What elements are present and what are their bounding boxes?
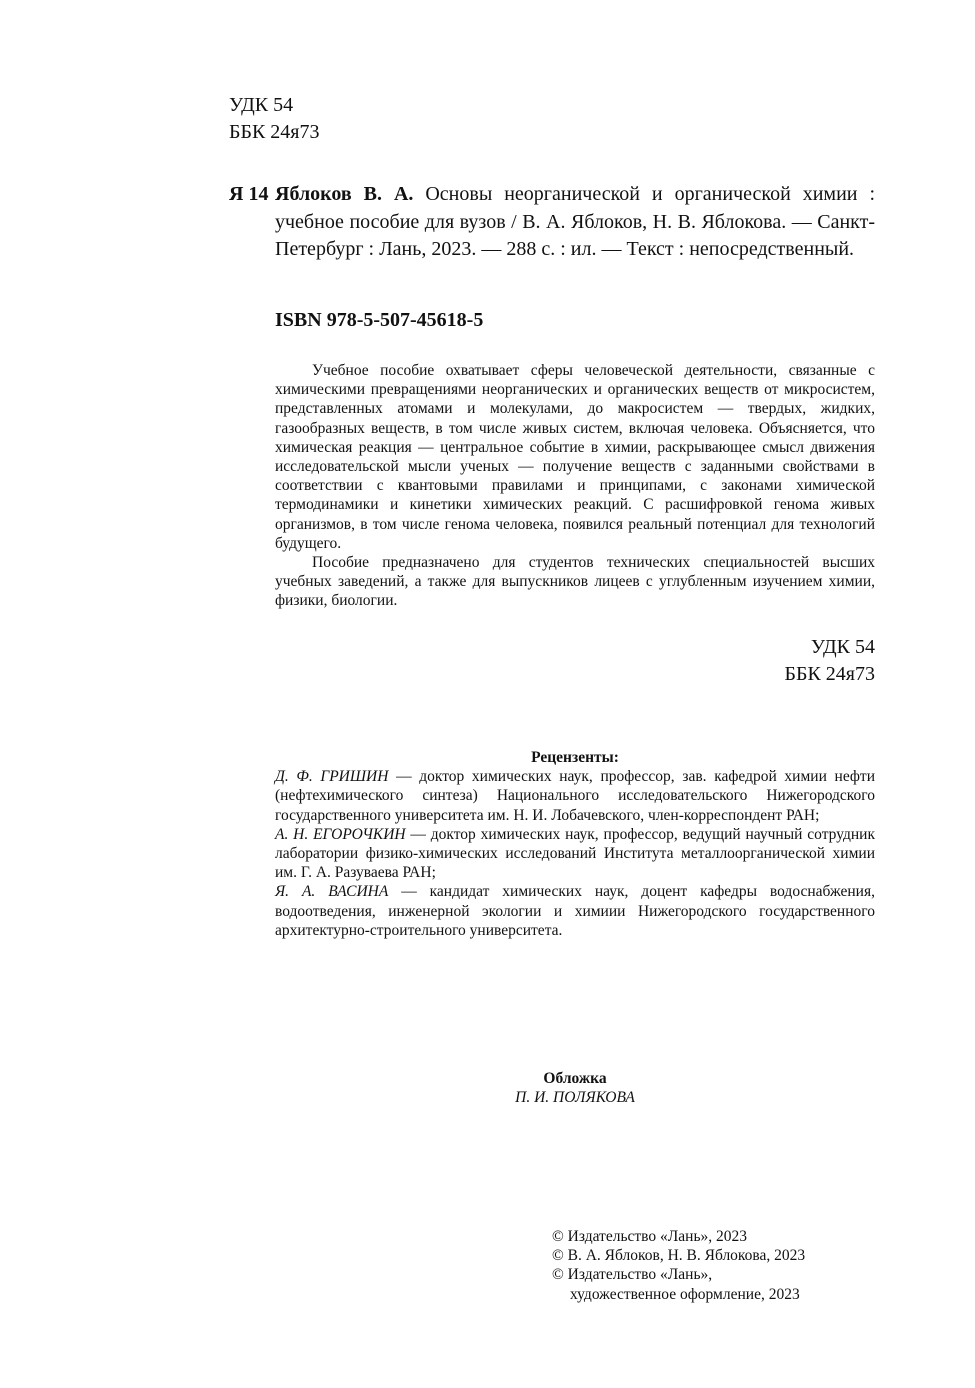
title-info: Основы неорганической и органической химии : учебное пособие для вузов / В. А. Яблоков, Н. В. Яблокова. — Санкт-Петербург : Лань, 2023. — 288 с. : ил. — Текст : непосредственный. <box>275 183 875 260</box>
udk-code: УДК 54 <box>229 94 294 116</box>
author-mark: Я 14 <box>229 183 269 205</box>
bibliographic-description <box>275 181 875 264</box>
cover-label: Обложка <box>543 1070 607 1087</box>
bbk-code: ББК 24я73 <box>784 663 875 685</box>
bbk-code: ББК 24я73 <box>229 121 320 143</box>
annotation <box>275 361 875 611</box>
cover-designer: П. И. ПОЛЯКОВА <box>515 1089 635 1106</box>
reviewer-entry <box>275 882 875 940</box>
copyright-line: © Издательство «Лань», 2023 <box>552 1228 748 1245</box>
reviewer-entry <box>275 825 875 883</box>
udk-block-bottom <box>700 634 875 688</box>
reviewer-entry <box>275 767 875 825</box>
bibliographic-entry <box>229 181 875 264</box>
reviewers-heading: Рецензенты: <box>531 749 619 766</box>
copyright-line: © В. А. Яблоков, Н. В. Яблокова, 2023 <box>552 1247 806 1265</box>
author-name: Яблоков В. А. <box>275 183 414 205</box>
reviewers <box>275 748 875 940</box>
reviewer-description: — кандидат химических наук, доцент кафедры водоснабжения, водоотведения, инженерной экологии и химиии Нижегородского государственного архитектурно-строительного университета. <box>275 883 875 939</box>
reviewer-name: Я. А. ВАСИНА <box>275 883 389 901</box>
udk-code: УДК 54 <box>810 636 875 658</box>
copyright-line: © Издательство «Лань», <box>552 1266 713 1284</box>
udk-block-top <box>229 92 320 146</box>
reviewer-name: А. Н. ЕГОРОЧКИН <box>275 825 406 843</box>
reviewer-description: — доктор химических наук, профессор, зав. кафедрой химии нефти (нефтехимического синтеза) Национального исследовательского Нижегородского государственного университета им. Н. И. Лобачевского, член-корреспондент РАН; <box>275 768 875 824</box>
copyright-block <box>552 1227 872 1304</box>
copyright-line: художественное оформление, 2023 <box>570 1285 800 1303</box>
isbn: ISBN 978-5-507-45618-5 <box>275 309 484 331</box>
cover-credit <box>275 1069 875 1107</box>
reviewer-name: Д. Ф. ГРИШИН <box>275 768 389 786</box>
reviewer-description: — доктор химических наук, профессор, ведущий научный сотрудник лаборатории физико-химических исследований Института металлоорганической химии им. Г. А. Разуваева РАН; <box>275 825 875 882</box>
annotation-paragraph: Учебное пособие охватывает сферы человеческой деятельности, связанные с химическими превращениями неорганических и органических веществ от микросистем, представленных атомами и молекулами, до макросистем — твердых, жидких, газообразных веществ, в том числе живых систем, включая человека. Объясняется, что химическая реакция — центральное событие в химии, раскрывающее смысл движения исследовательской мысли ученых — получение веществ с заданными свойствами в соответствии с квантовыми правилами и принципами, с законами химической термодинамики и кинетики химических реакций. С расшифровкой генома живых организмов, в том числе генома человека, появился реальный потенциал для технологий будущего. <box>275 362 875 552</box>
annotation-paragraph: Пособие предназначено для студентов технических специальностей высших учебных заведений, а также для выпускников лицеев с углубленным изучением химии, физики, биологии. <box>275 554 875 610</box>
